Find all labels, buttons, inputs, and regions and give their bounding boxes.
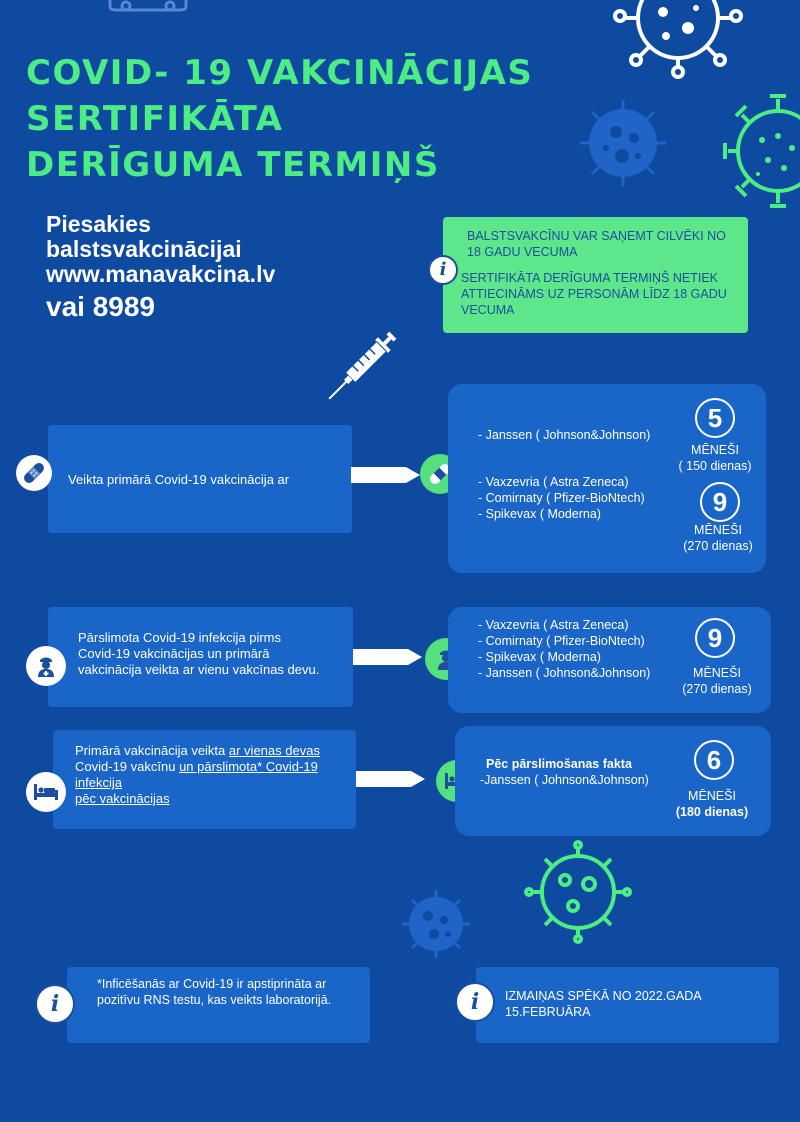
effective-date-text: IZMAIŅAS SPĒKĀ NO 2022.GADA 15.FEBRUĀRA bbox=[505, 989, 701, 1019]
notice-text-1: BALSTSVAKCĪNU VAR SAŅEMT CILVĒKI NO 18 GADU VECUMA bbox=[467, 229, 726, 259]
months-label: MĒNEŠI bbox=[688, 789, 736, 803]
condition-fragment: Covid-19 vakcīnu bbox=[75, 759, 180, 774]
virus-blue-decoration-bottom bbox=[400, 888, 472, 960]
apply-phone: vai 8989 bbox=[46, 291, 155, 322]
notice-text-2: SERTIFIKĀTA DERĪGUMA TERMIŅŠ NETIEK ATTIECINĀMS UZ PERSONĀM LĪDZ 18 GADU VECUMA bbox=[461, 271, 727, 317]
info-icon-footnote: i bbox=[35, 984, 75, 1024]
row3-bed-badge bbox=[26, 772, 66, 812]
row1-months-number-2: 9 bbox=[700, 482, 740, 522]
months-label: MĒNEŠI bbox=[693, 666, 741, 680]
condition-line: Pārslimota Covid-19 infekcija pirms bbox=[78, 630, 282, 645]
page-title bbox=[26, 50, 533, 188]
apply-line-2: balstsvakcinācijai bbox=[46, 236, 242, 262]
condition-line bbox=[75, 759, 320, 775]
condition-fragment: Primārā vakcinācija veikta bbox=[75, 743, 229, 758]
row2-months-number: 9 bbox=[695, 618, 735, 658]
vaccine-item: - Comirnaty ( Pfizer-BioNtech) bbox=[478, 634, 645, 648]
row3-condition-text bbox=[75, 743, 320, 807]
apply-info bbox=[46, 212, 275, 325]
months-label: MĒNEŠI bbox=[694, 523, 742, 537]
vaccine-item: - Vaxzevria ( Astra Zeneca) bbox=[478, 618, 629, 632]
title-line-2: SERTIFIKĀTA bbox=[26, 99, 284, 139]
info-icon-effective: i bbox=[455, 982, 495, 1022]
vaccine-item: - Janssen ( Johnson&Johnson) bbox=[478, 666, 651, 680]
bandage-icon bbox=[21, 460, 47, 486]
row1-months-unit-1 bbox=[670, 442, 760, 474]
row2-vaccine-list bbox=[478, 617, 650, 681]
virus-green-outline-decoration-bottom bbox=[523, 840, 633, 945]
title-line-1: COVID- 19 VAKCINĀCIJAS bbox=[26, 53, 534, 93]
row2-condition-text bbox=[78, 630, 319, 678]
vaccine-item: - Spikevax ( Moderna) bbox=[478, 507, 601, 521]
row3-months-unit bbox=[667, 788, 757, 820]
vaccine-item: - Vaxzevria ( Astra Zeneca) bbox=[478, 475, 629, 489]
condition-line bbox=[75, 791, 320, 807]
virus-outline-white-decoration bbox=[608, 0, 748, 80]
row3-months-number: 6 bbox=[694, 740, 734, 780]
row1-arrow bbox=[350, 463, 422, 487]
doctor-icon bbox=[34, 654, 58, 678]
title-line-3: DERĪGUMA TERMIŅŠ bbox=[26, 145, 440, 185]
vaccine-item: - Spikevax ( Moderna) bbox=[478, 650, 601, 664]
condition-underlined: un pārslimota* Covid-19 bbox=[179, 759, 318, 774]
days-label: (180 dienas) bbox=[675, 805, 749, 819]
condition-line: Covid-19 vakcinācijas un primārā bbox=[78, 646, 270, 661]
row2-doctor-badge bbox=[26, 646, 66, 686]
vehicle-outline-decoration bbox=[108, 0, 188, 12]
vaccine-item: - Comirnaty ( Pfizer-BioNtech) bbox=[478, 491, 645, 505]
apply-website: www.manavakcina.lv bbox=[46, 261, 276, 287]
condition-underlined: infekcija bbox=[75, 775, 122, 790]
row2-months-unit bbox=[672, 665, 762, 697]
footnote-text: *Inficēšanās ar Covid-19 ir apstiprināta ar pozitīvu RNS testu, kas veikts laboratorijā. bbox=[97, 977, 332, 1007]
vaccine-item: -Janssen ( Johnson&Johnson) bbox=[480, 773, 649, 787]
row3-heading: Pēc pārslimošanas fakta bbox=[486, 757, 632, 771]
days-label: (270 dienas) bbox=[683, 539, 753, 553]
row3-arrow bbox=[355, 767, 427, 791]
bed-icon bbox=[33, 782, 59, 802]
row1-bandage-badge bbox=[16, 455, 52, 491]
row1-vaccine-list-2 bbox=[478, 474, 645, 522]
condition-underlined: pēc vakcinācijas bbox=[75, 791, 170, 806]
virus-blue-decoration bbox=[578, 98, 668, 188]
condition-line bbox=[75, 743, 320, 759]
days-label: (270 dienas) bbox=[682, 682, 752, 696]
apply-line-1: Piesakies bbox=[46, 211, 151, 237]
row1-condition-text: Veikta primārā Covid-19 vakcinācija ar bbox=[68, 472, 290, 487]
condition-underlined: ar vienas devas bbox=[228, 743, 320, 758]
row1-vaccine-list-1 bbox=[478, 427, 650, 443]
row3-vaccine-list bbox=[480, 756, 649, 788]
row2-arrow bbox=[352, 645, 424, 669]
condition-line bbox=[75, 775, 320, 791]
vaccine-item: - Janssen ( Johnson&Johnson) bbox=[478, 428, 651, 442]
condition-line: vakcinācija veikta ar vienu vakcīnas devu. bbox=[78, 662, 320, 677]
row1-months-number-1: 5 bbox=[695, 398, 735, 438]
info-icon: i bbox=[428, 255, 458, 285]
days-label: ( 150 dienas) bbox=[678, 459, 752, 473]
syringe-icon bbox=[320, 326, 402, 408]
virus-green-outline-decoration bbox=[722, 88, 800, 214]
months-label: MĒNEŠI bbox=[691, 443, 739, 457]
notice-box bbox=[443, 217, 748, 333]
row1-months-unit-2 bbox=[673, 522, 763, 554]
